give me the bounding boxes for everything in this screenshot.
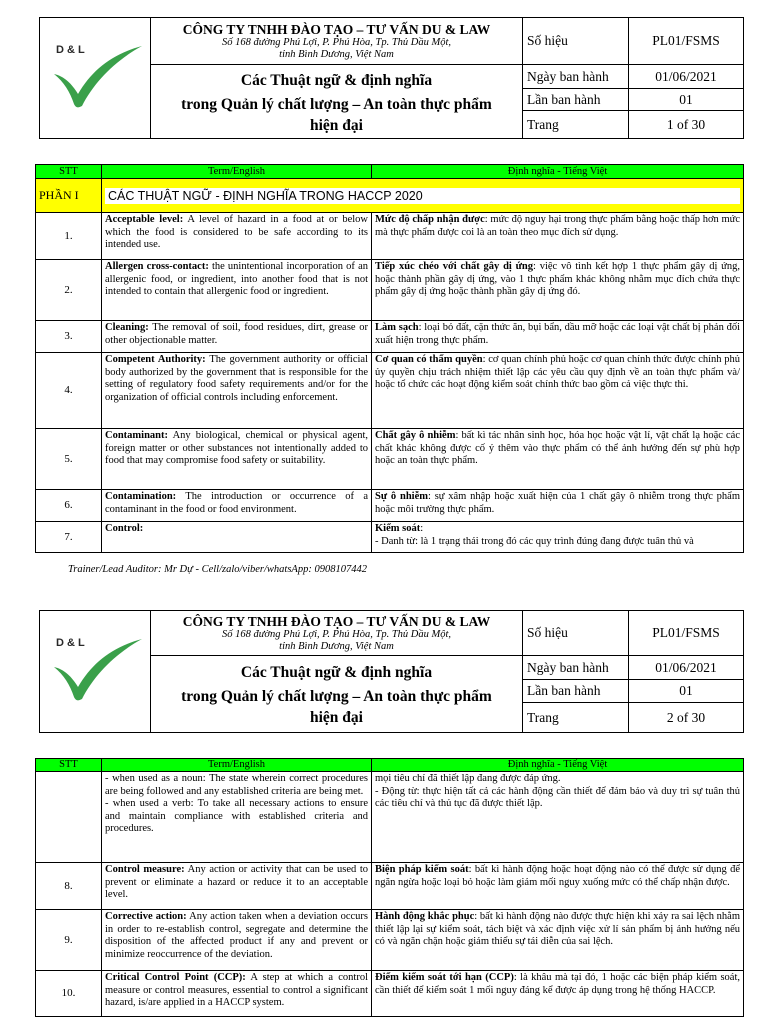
table-row [36,772,744,863]
title-line2: trong Quản lý chất lượng – An toàn thực phẩm [181,688,492,705]
term-name: Acceptable level: [105,214,184,225]
so-hieu-label: Số hiệu [523,18,629,65]
term-name-vn: Chất gây ô nhiễm [375,430,456,441]
checkmark-logo-icon [52,46,144,108]
title-line2: trong Quản lý chất lượng – An toàn thực phẩm [181,95,492,113]
term-en [102,910,372,971]
term-name: Control measure: [105,864,185,875]
term-definition-en: A step at which a control measure or control measures, essential to control a significant hazard, is/are applied in a HACCP system. [105,972,368,1009]
term-definition-vn: : bất kì hành động hoặc hoạt động nào có thể được sử dụng để ngăn ngừa hoặc loại bỏ hoặc làm giảm mối nguy xuống mức có thể chấp nhận được. [375,864,741,888]
terms-table [35,758,744,1017]
company-info [151,611,523,656]
document-header [39,610,744,733]
term-definition-vn: : - Danh từ: là 1 trạng thái trong đó các quy trình đúng đang được tuân thủ và [375,523,694,547]
term-vn [372,353,744,429]
lan-ban-hanh-label: Lần ban hành [523,89,629,111]
row-number: 8. [36,863,102,910]
term-definition-vn: : loại bỏ đất, cặn thức ăn, bụi bẩn, dầu mỡ hoặc các loại vật chất bị phản đối xuất hiện trong thực phẩm. [375,322,740,346]
term-definition-en: The removal of soil, food residues, dirt, grease or other objectionable matter. [105,322,368,346]
company-name: CÔNG TY TNHH ĐÀO TẠO – TƯ VẤN DU & LAW [182,613,491,629]
company-address-line1: Số 168 đường Phú Lợi, P. Phú Hòa, Tp. Thủ Dầu Một, [221,628,452,640]
table-row [36,522,744,553]
term-name: Corrective action: [105,911,187,922]
term-definition-en: the unintentional incorporation of an allergenic food, or ingredient, into another food that is not intended to contain that allergenic food or ingredient. [105,261,368,298]
document-title [151,65,523,139]
col-def: Định nghĩa - Tiếng Việt [372,759,744,772]
term-en [102,260,372,321]
term-name: Competent Authority: [105,354,206,365]
table-row [36,429,744,490]
term-definition-vn: : sự xâm nhập hoặc xuất hiện của 1 chất gây ô nhiễm trong thực phẩm hoặc môi trường thực phẩm. [375,491,740,515]
term-en [102,863,372,910]
term-name: Cleaning: [105,322,149,333]
title-line1: Các Thuật ngữ & định nghĩa [240,664,433,681]
term-vn [372,971,744,1017]
ngay-ban-hanh-label: Ngày ban hành [523,65,629,89]
term-en [102,213,372,260]
term-name-vn: Biện pháp kiểm soát [375,864,469,875]
term-vn [372,260,744,321]
table-row [36,213,744,260]
term-vn [372,429,744,490]
part-title: CÁC THUẬT NGỮ - ĐỊNH NGHĨA TRONG HACCP 2020 [105,188,740,204]
so-hieu-label: Số hiệu [523,611,629,656]
ngay-ban-hanh-label: Ngày ban hành [523,656,629,680]
row-number [36,772,102,863]
page-number: 1 of 30 [629,111,744,139]
term-vn: mọi tiêu chí đã thiết lập đang được đáp ứng. - Động từ: thực hiện tất cả các hành động cần thiết để đảm bảo và duy trì sự tuân thủ các tiêu chí và thủ tục đã được thiết lập. [372,772,744,863]
row-number: 5. [36,429,102,490]
term-definition-vn: : mức độ nguy hại trong thực phẩm bằng hoặc thấp hơn mức mà thực phẩm được coi là an toàn theo mục đích sử dụng. [375,214,741,238]
title-line3: hiện đại [310,116,363,134]
term-name: Contamination: [105,491,177,502]
logo [40,611,151,733]
company-name: CÔNG TY TNHH ĐÀO TẠO – TƯ VẤN DU & LAW [182,21,491,37]
term-name: Contaminant: [105,430,169,441]
term-name: Allergen cross-contact: [105,261,209,272]
table-row [36,321,744,353]
ngay-ban-hanh-value: 01/06/2021 [629,656,744,680]
row-number: 9. [36,910,102,971]
term-name-vn: Làm sạch [375,322,419,333]
term-definition-vn: : bất kì hành động nào được thực hiện khi xảy ra sai lệch nhằm thiết lập lại sự kiểm soát, tách biệt và xác định việc xử lí sản phẩm bị ảnh hưởng nếu có và ngăn chặn hoặc giảm thiểu sự tái diễn của sai lệch. [375,911,741,948]
logo [40,18,151,139]
term-en [102,522,372,553]
title-line1: Các Thuật ngữ & định nghĩa [240,71,433,89]
term-definition-vn: : bất kì tác nhân sinh học, hóa học hoặc vật lí, vật chất lạ hoặc các chất khác không được cố ý thêm vào thực phẩm có thể ảnh hưởng đến sự phù hợp hoặc an toàn thực phẩm. [375,430,740,467]
term-definition-vn: : cơ quan chính phủ hoặc cơ quan chính thức được chính phủ ủy quyền chịu trách nhiệm thiết lập các yêu cầu quy định về an toàn thực phẩm và/ hoặc tổ chức các hoạt động kiểm soát chính thức bao gồm cả việc thực thi. [375,354,740,391]
trang-label: Trang [523,703,629,733]
term-vn [372,522,744,553]
col-stt: STT [36,759,102,772]
document-title [151,656,523,733]
term-name-vn: Sự ô nhiễm [375,491,428,502]
term-en: - when used as a noun: The state wherein correct procedures are being followed and any established criteria are being met. - when used a verb: To take all necessary actions to ensure and maintain compliance with established criteria and procedures. [102,772,372,863]
column-header-row [36,759,744,772]
company-address-line2: tỉnh Bình Dương, Việt Nam [279,640,394,652]
part-row [36,179,744,213]
col-term: Term/English [102,759,372,772]
page-footer: Trainer/Lead Auditor: Mr Dự - Cell/zalo/viber/whatsApp: 0908107442 [68,564,367,575]
term-en [102,353,372,429]
table-row [36,490,744,522]
title-line3: hiện đại [310,709,363,726]
checkmark-logo-icon [52,639,144,701]
company-address-line1: Số 168 đường Phú Lợi, P. Phú Hòa, Tp. Thủ Dầu Một, [221,36,452,48]
term-definition-vn: : là khâu mà tại đó, 1 hoặc các biện pháp kiểm soát, cần thiết để kiểm soát 1 mối nguy đáng kể được áp dụng trong hệ thống HACCP. [375,972,740,996]
row-number: 3. [36,321,102,353]
logo-text: D & L [56,44,85,56]
row-number: 7. [36,522,102,553]
table-row [36,910,744,971]
term-en [102,429,372,490]
term-name-vn: Hành động khắc phục [375,911,475,922]
term-definition-en: Any action or activity that can be used to prevent or eliminate a hazard or reduce it to an acceptable level. [105,864,368,901]
table-row [36,353,744,429]
term-vn [372,490,744,522]
document-header [39,17,744,139]
term-en [102,971,372,1017]
col-stt: STT [36,165,102,179]
page-number: 2 of 30 [629,703,744,733]
col-def: Định nghĩa - Tiếng Việt [372,165,744,179]
term-name-vn: Mức độ chấp nhận được [375,214,485,225]
term-en [102,490,372,522]
row-number: 10. [36,971,102,1017]
term-name-vn: Cơ quan có thẩm quyền [375,354,483,365]
term-name: Critical Control Point (CCP): [105,972,246,983]
row-number: 1. [36,213,102,260]
term-vn [372,863,744,910]
term-vn [372,910,744,971]
term-en [102,321,372,353]
trang-label: Trang [523,111,629,139]
logo-text: D & L [56,637,85,649]
lan-ban-hanh-value: 01 [629,89,744,111]
so-hieu-value: PL01/FSMS [629,611,744,656]
term-name-vn: Tiếp xúc chéo với chất gây dị ứng [375,261,533,272]
term-definition-vn: : việc vô tình kết hợp 1 thực phẩm gây dị ứng, hoặc thành phần gây dị ứng, vào 1 thực phẩm khác không nhằm mục đích chứa thực phẩm gây dị ứng hoặc thành phần gây dị ứng đó. [375,261,740,298]
col-term: Term/English [102,165,372,179]
row-number: 4. [36,353,102,429]
row-number: 6. [36,490,102,522]
term-definition-en: Any action taken when a deviation occurs in order to re-establish control, segregate and determine the disposition of the affected product if any and prevent or minimize reoccurrence of the deviation. [105,911,368,960]
company-info [151,18,523,65]
term-definition-en: A level of hazard in a food at or below which the food is considered to be safe according to its intended use. [105,214,368,251]
term-vn [372,213,744,260]
terms-table [35,164,744,553]
so-hieu-value: PL01/FSMS [629,18,744,65]
table-row [36,971,744,1017]
term-definition-en: The government authority or official body authorized by the government that is responsible for the setting of regulatory food safety requirements and/or for the organization of official controls including enforcement. [105,354,368,403]
lan-ban-hanh-label: Lần ban hành [523,680,629,703]
term-name: Control: [105,523,144,534]
row-number: 2. [36,260,102,321]
term-definition-en: Any biological, chemical or physical agent, foreign matter or other substances not intentionally added to food that may compromise food safety or suitability. [105,430,368,467]
table-row [36,260,744,321]
term-vn [372,321,744,353]
part-label: PHẦN I [36,179,102,213]
ngay-ban-hanh-value: 01/06/2021 [629,65,744,89]
term-name-vn: Điểm kiểm soát tới hạn (CCP) [375,972,514,983]
company-address-line2: tỉnh Bình Dương, Việt Nam [279,48,394,60]
table-row [36,863,744,910]
term-name-vn: Kiểm soát [375,523,421,534]
column-header-row [36,165,744,179]
term-definition-en: The introduction or occurrence of a contaminant in the food or food environment. [105,491,368,515]
lan-ban-hanh-value: 01 [629,680,744,703]
